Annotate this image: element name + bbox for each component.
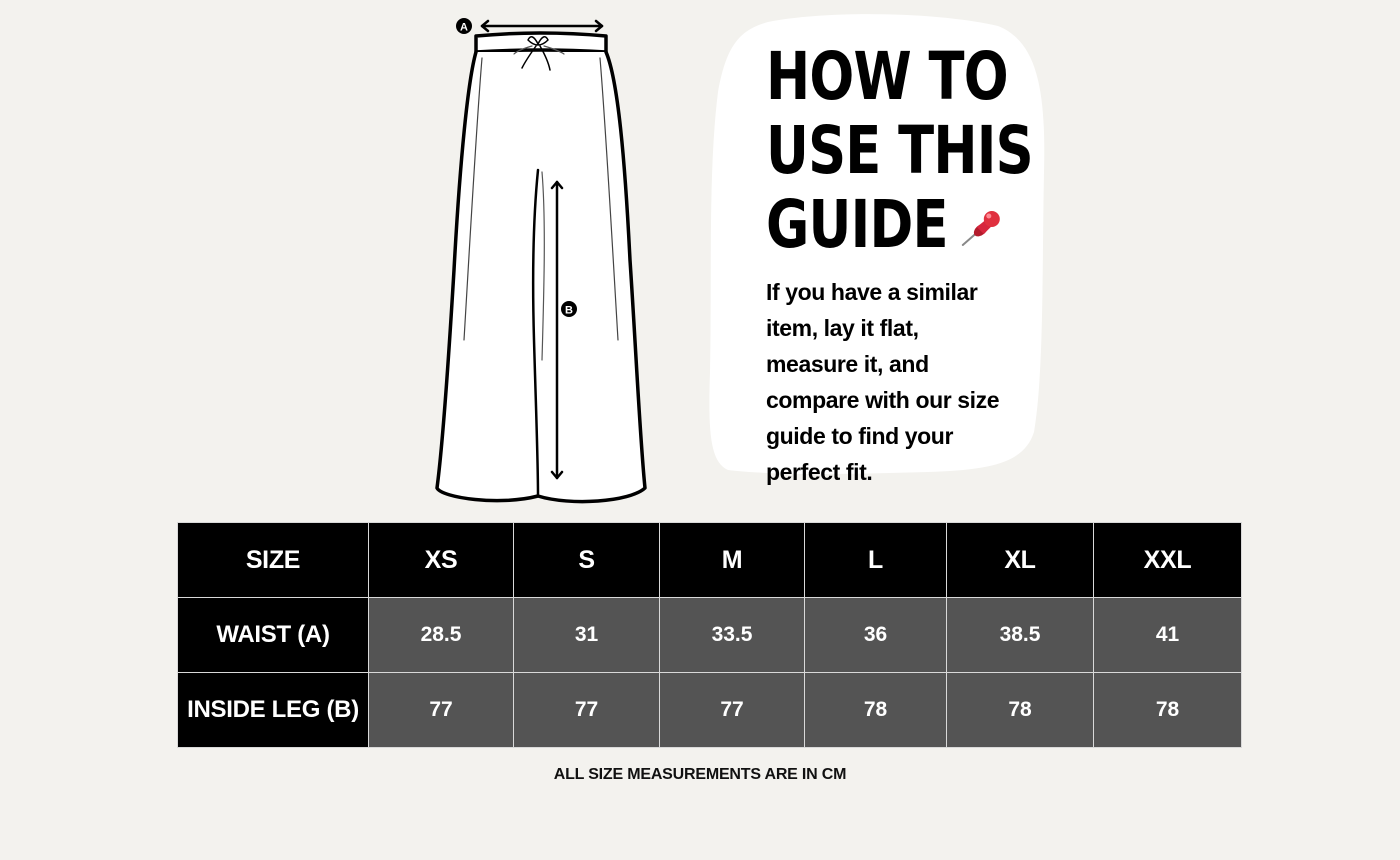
table-cell: 78 xyxy=(947,673,1094,748)
table-row-inside-leg xyxy=(178,673,1242,748)
guide-instructions: If you have a similar item, lay it flat, measure it, and compare with our size guide to find your perfect fit. xyxy=(766,279,1000,485)
row-header-inside-leg: INSIDE LEG (B) xyxy=(178,673,369,748)
guide-title-line: HOW TO xyxy=(766,38,1008,115)
table-cell: 41 xyxy=(1094,598,1242,673)
column-header-size: SIZE xyxy=(178,523,369,598)
table-cell: 28.5 xyxy=(369,598,514,673)
svg-text:A: A xyxy=(460,21,468,34)
measurement-unit-note: ALL SIZE MEASUREMENTS ARE IN CM xyxy=(553,766,847,783)
table-cell: 77 xyxy=(369,673,514,748)
trousers-diagram xyxy=(420,10,670,510)
guide-heading-block xyxy=(766,40,1036,262)
guide-title-word: GUIDE xyxy=(766,186,948,263)
table-cell: 38.5 xyxy=(947,598,1094,673)
guide-title-line xyxy=(766,188,982,262)
table-cell: 78 xyxy=(805,673,947,748)
marker-b xyxy=(561,301,577,317)
table-cell: 31 xyxy=(514,598,660,673)
column-header-xs: XS xyxy=(369,523,514,598)
row-header-waist: WAIST (A) xyxy=(178,598,369,673)
column-header-l: L xyxy=(805,523,947,598)
pushpin-icon xyxy=(959,209,1003,249)
size-table-header-row xyxy=(178,523,1242,598)
marker-a xyxy=(456,18,472,34)
svg-text:B: B xyxy=(565,304,573,317)
size-table xyxy=(177,522,1242,748)
table-cell: 77 xyxy=(660,673,805,748)
table-cell: 36 xyxy=(805,598,947,673)
table-cell: 77 xyxy=(514,673,660,748)
column-header-m: M xyxy=(660,523,805,598)
guide-title xyxy=(766,38,1033,263)
table-row-waist xyxy=(178,598,1242,673)
table-cell: 33.5 xyxy=(660,598,805,673)
column-header-xxl: XXL xyxy=(1094,523,1242,598)
column-header-xl: XL xyxy=(947,523,1094,598)
column-header-s: S xyxy=(514,523,660,598)
guide-title-line: USE THIS xyxy=(766,112,1033,189)
table-cell: 78 xyxy=(1094,673,1242,748)
